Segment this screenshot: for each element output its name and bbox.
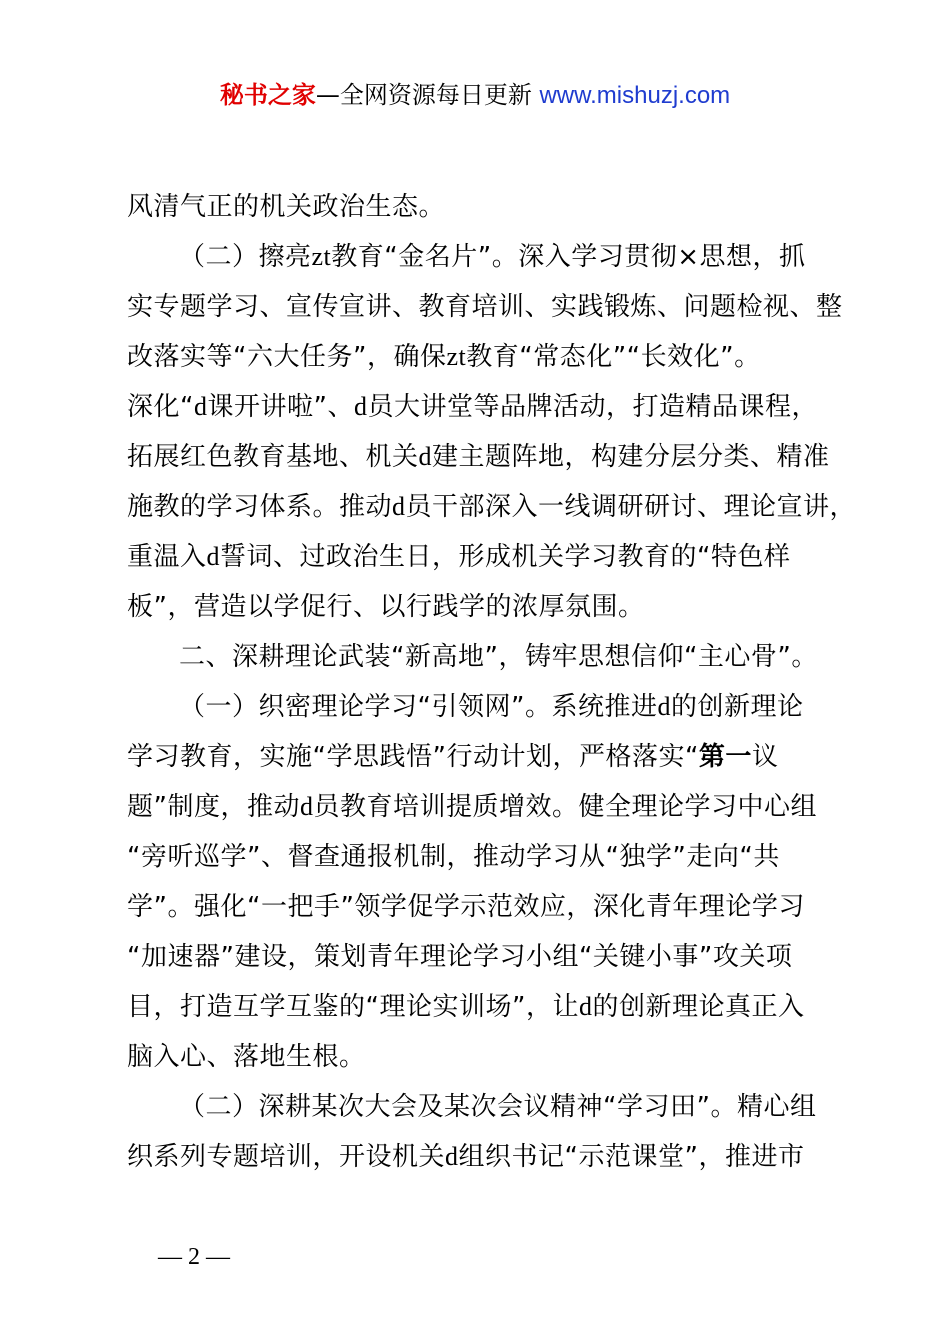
site-brand: 秘书之家	[219, 81, 316, 109]
text-run: 风清气正的机关政治生态。	[127, 192, 446, 222]
text-run: 的创新理论真正入	[592, 992, 805, 1022]
text-run: 重温入	[127, 542, 207, 572]
text-run: 施教的学习体系。推动	[127, 492, 393, 522]
text-run: （二）深耕某次大会及某次会议精神“学习田”。精心组	[179, 1092, 817, 1122]
text-run: 目，打造互学互鉴的“理论实训场”，让	[127, 992, 579, 1022]
text-run: （一）织密理论学习“引领网”。系统推进	[179, 692, 658, 722]
section-heading	[127, 632, 835, 682]
text-line-9	[127, 582, 835, 632]
bold-text-run: 第一	[698, 742, 752, 772]
text-line-20	[127, 1132, 835, 1182]
text-run: d	[299, 792, 314, 821]
page-number: — 2 —	[158, 1244, 230, 1270]
text-line-2	[127, 232, 835, 282]
text-run: 组织书记“示范课堂”，推进市	[458, 1142, 805, 1172]
text-run: 课开讲啦”、	[207, 392, 354, 422]
text-line-6	[127, 432, 835, 482]
text-run: 学习教育，实施“学思践悟”行动计划，严格落实“	[127, 742, 699, 772]
text-line-7	[127, 482, 857, 532]
text-line-1	[127, 182, 835, 232]
text-line-15	[127, 882, 835, 932]
text-run: zt	[311, 242, 332, 271]
site-banner	[0, 78, 950, 113]
text-run: 教育“常态化”“长效化”。	[466, 342, 761, 372]
text-run: “加速器”建设，策划青年理论学习小组“关键小事”攻关项	[127, 942, 793, 972]
text-run: d	[445, 1142, 459, 1171]
text-line-11	[127, 682, 835, 732]
text-run: 教育“金名片”。深入学习贯彻×思想，抓	[331, 242, 806, 272]
text-run: （二）擦亮	[179, 242, 312, 272]
site-tagline: —全网资源每日更新	[315, 81, 532, 109]
site-url-link[interactable]: www.mishuzj.com	[539, 82, 731, 109]
text-line-12	[127, 732, 835, 782]
text-line-19	[127, 1082, 835, 1132]
text-line-17	[127, 982, 835, 1032]
text-run: d	[657, 692, 671, 721]
text-run: d	[418, 442, 433, 471]
text-line-18	[127, 1032, 835, 1082]
text-run: 的创新理论	[670, 692, 804, 722]
text-run: 板”，营造以学促行、以行践学的浓厚氛围。	[127, 592, 645, 622]
text-run: d	[353, 392, 368, 421]
text-run: 深化“	[127, 392, 194, 422]
text-run: d	[578, 992, 593, 1021]
text-run: 员教育培训提质增效。健全理论学习中心组	[313, 792, 817, 822]
text-run: 建主题阵地，构建分层分类、精准	[432, 442, 830, 472]
text-run: 改落实等“六大任务”，确保	[127, 342, 447, 372]
text-run: d	[392, 492, 406, 521]
text-run: zt	[446, 342, 467, 371]
text-run: 议	[751, 742, 779, 772]
text-run: 织系列专题培训，开设机关	[127, 1142, 446, 1172]
text-run: 誓词、过政治生日，形成机关学习教育的“特色样	[220, 542, 791, 572]
text-line-14	[127, 832, 835, 882]
text-run: 脑入心、落地生根。	[127, 1042, 366, 1072]
text-run: 题”制度，推动	[127, 792, 300, 822]
text-line-16	[127, 932, 835, 982]
text-line-13	[127, 782, 835, 832]
text-run: d	[193, 392, 208, 421]
text-run: “旁听巡学”、督查通报机制，推动学习从“独学”走向“共	[127, 842, 780, 872]
text-run: 员干部深入一线调研研讨、理论宣讲，	[405, 492, 857, 522]
document-body	[127, 182, 857, 1182]
text-run: 二、深耕理论武装“新高地”，铸牢思想信仰“主心骨”。	[179, 642, 818, 672]
text-line-3	[127, 282, 843, 332]
text-line-5	[127, 382, 835, 432]
text-line-4	[127, 332, 835, 382]
text-run: 拓展红色教育基地、机关	[127, 442, 419, 472]
text-line-8	[127, 532, 835, 582]
text-run: 实专题学习、宣传宣讲、教育培训、实践锻炼、问题检视、整	[127, 292, 843, 322]
text-run: d	[206, 542, 221, 571]
text-run: 学”。强化“一把手”领学促学示范效应，深化青年理论学习	[127, 892, 805, 922]
text-run: 员大讲堂等品牌活动，打造精品课程，	[367, 392, 818, 422]
